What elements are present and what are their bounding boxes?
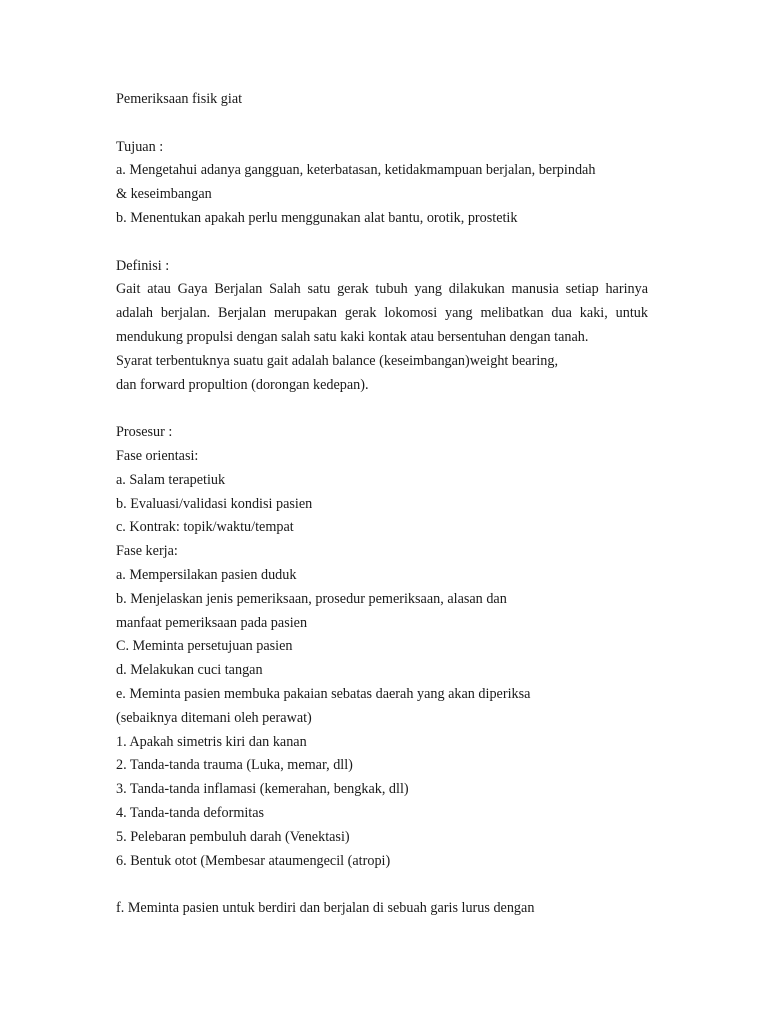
- kerja-item: manfaat pemeriksaan pada pasien: [116, 614, 308, 631]
- kerja-item: 5. Pelebaran pembuluh darah (Venektasi): [116, 828, 350, 845]
- kerja-item: d. Melakukan cuci tangan: [116, 662, 263, 679]
- tujuan-item: & keseimbangan: [116, 186, 212, 203]
- definisi-paragraph: Gait atau Gaya Berjalan Salah satu gerak tubuh yang dilakukan manusia setiap harinya adalah berjalan. Berjalan merupakan gerak lokomosi yang melibatkan dua kaki, untuk mendukung propulsi dengan salah satu kaki kontak atau bersentuhan dengan tanah.: [116, 281, 648, 345]
- document-page: [116, 88, 648, 921]
- syarat-line: dan forward propultion (dorongan kedepan).: [116, 376, 369, 393]
- document-title: Pemeriksaan fisik giat: [116, 91, 243, 107]
- kerja-item: 6. Bentuk otot (Membesar ataumengecil (atropi): [116, 852, 391, 869]
- tujuan-heading: Tujuan :: [116, 138, 164, 155]
- orientasi-item: c. Kontrak: topik/waktu/tempat: [116, 519, 294, 536]
- spacer: [116, 397, 648, 421]
- kerja-item: e. Meminta pasien membuka pakaian sebatas daerah yang akan diperiksa: [116, 685, 531, 702]
- spacer: [116, 112, 648, 136]
- kerja-item: C. Meminta persetujuan pasien: [116, 638, 293, 655]
- syarat-line: Syarat terbentuknya suatu gait adalah balance (keseimbangan)weight bearing,: [116, 352, 559, 369]
- kerja-item: b. Menjelaskan jenis pemeriksaan, prosedur pemeriksaan, alasan dan: [116, 590, 507, 607]
- definisi-heading: Definisi :: [116, 257, 170, 274]
- orientasi-item: a. Salam terapetiuk: [116, 471, 226, 488]
- prosesur-heading: Prosesur :: [116, 424, 173, 441]
- kerja-item: (sebaiknya ditemani oleh perawat): [116, 709, 312, 726]
- kerja-item: a. Mempersilakan pasien duduk: [116, 566, 297, 583]
- spacer: [116, 873, 648, 897]
- kerja-item: 4. Tanda-tanda deformitas: [116, 804, 265, 821]
- spacer: [116, 231, 648, 255]
- tujuan-item: a. Mengetahui adanya gangguan, keterbatasan, ketidakmampuan berjalan, berpindah: [116, 162, 596, 179]
- orientasi-heading: Fase orientasi:: [116, 447, 199, 464]
- kerja-item: 2. Tanda-tanda trauma (Luka, memar, dll): [116, 757, 353, 774]
- kerja-item: 3. Tanda-tanda inflamasi (kemerahan, bengkak, dll): [116, 781, 409, 798]
- kerja-item: 1. Apakah simetris kiri dan kanan: [116, 733, 307, 750]
- tujuan-item: b. Menentukan apakah perlu menggunakan alat bantu, orotik, prostetik: [116, 209, 518, 226]
- orientasi-item: b. Evaluasi/validasi kondisi pasien: [116, 495, 313, 512]
- kerja-item: f. Meminta pasien untuk berdiri dan berjalan di sebuah garis lurus dengan: [116, 900, 535, 917]
- kerja-heading: Fase kerja:: [116, 543, 178, 560]
